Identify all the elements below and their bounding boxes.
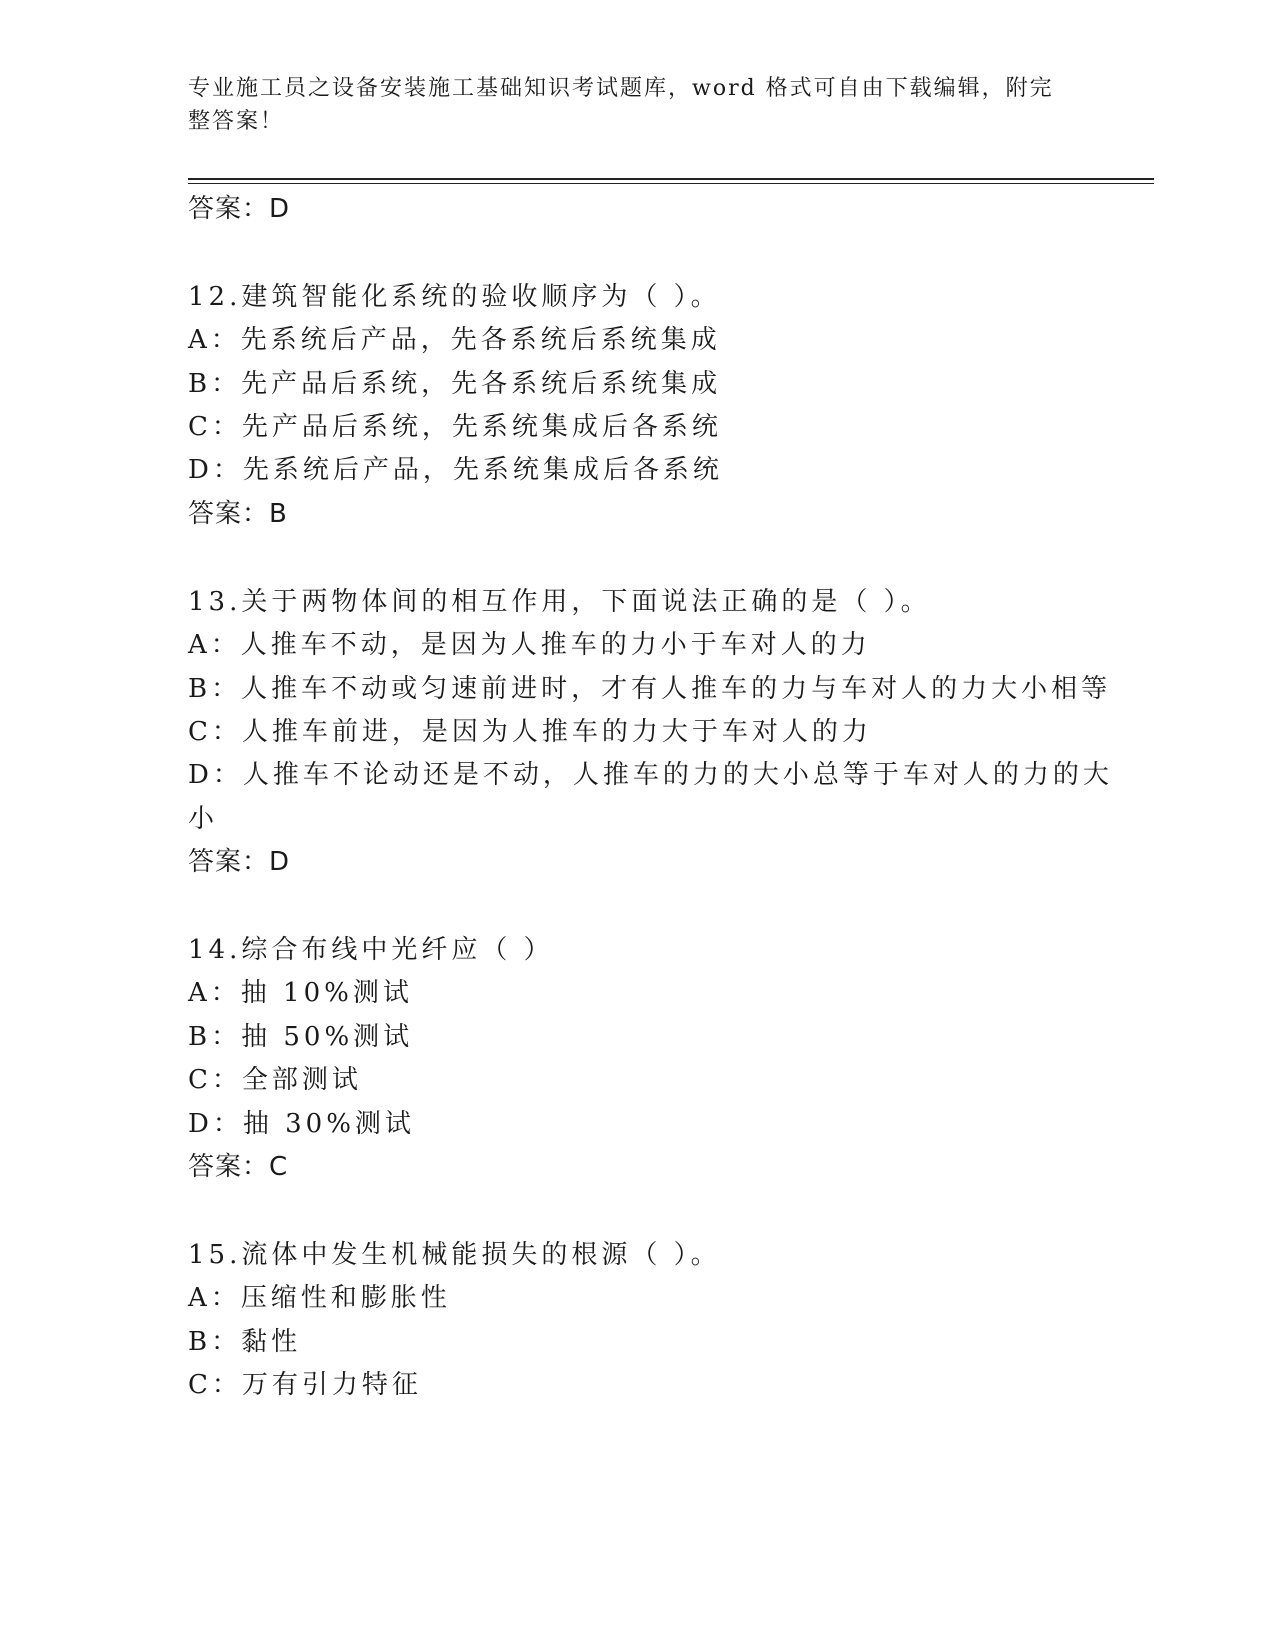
question-13-option-a: A：人推车不动，是因为人推车的力小于车对人的力 <box>188 630 871 660</box>
question-15-stem: 15.流体中发生机械能损失的根源（ ）。 <box>188 1240 721 1270</box>
question-12-option-d: D：先系统后产品，先系统集成后各系统 <box>188 455 723 485</box>
header-line-1: 专业施工员之设备安装施工基础知识考试题库，word 格式可自由下载编辑，附完 <box>188 76 1054 101</box>
question-12-option-b: B：先产品后系统，先各系统后系统集成 <box>188 369 722 399</box>
question-13-option-d: D：人推车不论动还是不动，人推车的力的大小总等于车对人的力的大 <box>188 760 1113 790</box>
question-14-option-a: A：抽 10%测试 <box>188 978 413 1008</box>
question-13-option-d-wrap: 小 <box>188 804 219 834</box>
question-13-option-c: C：人推车前进，是因为人推车的力大于车对人的力 <box>188 717 872 747</box>
question-13-answer: 答案：D <box>188 847 291 877</box>
header-line-2: 整答案！ <box>188 109 285 134</box>
question-12-stem: 12.建筑智能化系统的验收顺序为（ ）。 <box>188 282 721 312</box>
document-header <box>188 72 1068 138</box>
answer-11: 答案：D <box>188 194 291 224</box>
question-12-option-c: C：先产品后系统，先系统集成后各系统 <box>188 412 722 442</box>
question-15-option-a: A：压缩性和膨胀性 <box>188 1283 451 1313</box>
question-14-answer: 答案：C <box>188 1152 289 1182</box>
question-14-option-c: C：全部测试 <box>188 1065 362 1095</box>
question-12-answer: 答案：B <box>188 499 288 529</box>
header-rule-thin <box>188 183 1154 184</box>
question-14-stem: 14.综合布线中光纤应（ ） <box>188 935 554 965</box>
question-14-option-d: D：抽 30%测试 <box>188 1109 415 1139</box>
question-14-option-b: B：抽 50%测试 <box>188 1022 414 1052</box>
question-13-stem: 13.关于两物体间的相互作用，下面说法正确的是（ ）。 <box>188 587 931 617</box>
question-15-option-b: B：黏性 <box>188 1327 302 1357</box>
question-15-option-c: C：万有引力特征 <box>188 1370 422 1400</box>
header-rule-thick <box>188 178 1154 180</box>
question-12-option-a: A：先系统后产品，先各系统后系统集成 <box>188 325 721 355</box>
question-13-option-b: B：人推车不动或匀速前进时，才有人推车的力与车对人的力大小相等 <box>188 674 1112 704</box>
